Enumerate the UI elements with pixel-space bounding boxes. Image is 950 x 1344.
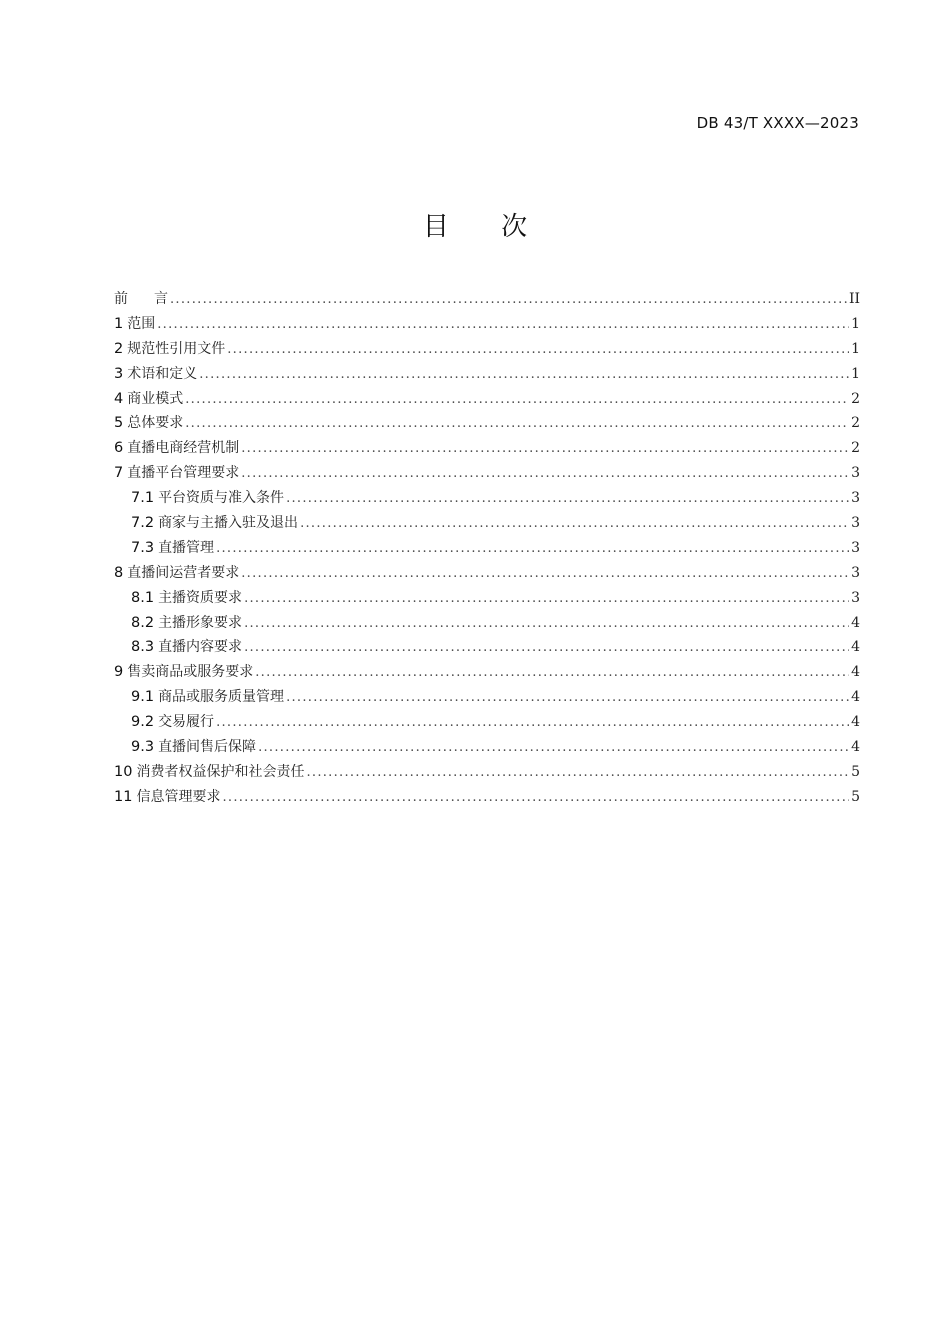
toc-entry-number: 7	[114, 465, 124, 482]
document-code: DB 43/T XXXX—2023	[696, 114, 859, 132]
toc-entry-title: 直播间运营者要求	[127, 564, 240, 581]
toc-entry-page: II	[848, 291, 860, 307]
toc-entry-number: 4	[114, 390, 124, 407]
dot-leader	[306, 761, 849, 786]
dot-leader	[241, 437, 849, 462]
dot-leader	[286, 686, 849, 711]
toc-entry-title: 主播资质要求	[158, 589, 243, 606]
dot-leader	[157, 313, 849, 338]
toc-entry-page: 2	[851, 440, 860, 457]
dot-leader	[244, 587, 849, 612]
toc-entry[interactable]	[114, 387, 860, 412]
dot-leader	[241, 562, 849, 587]
dot-leader	[286, 487, 849, 512]
dot-leader	[255, 661, 849, 686]
toc-entry-page: 4	[851, 689, 860, 706]
toc-entry-title: 商品或服务质量管理	[158, 689, 285, 706]
toc-entry-title: 前言	[114, 291, 194, 307]
toc-entry[interactable]	[114, 486, 860, 511]
toc-entry[interactable]	[114, 561, 860, 586]
toc-entry-page: 3	[851, 589, 860, 606]
dot-leader	[185, 412, 849, 437]
toc-entry-number: 2	[114, 340, 124, 357]
toc-entry-title: 直播平台管理要求	[127, 465, 240, 482]
toc-entry-page: 4	[851, 739, 860, 756]
toc-entry-number: 8	[114, 564, 124, 581]
toc-entry-number: 9	[114, 664, 124, 681]
toc-entry-number: 8.2	[131, 614, 155, 631]
dot-leader	[222, 786, 849, 811]
toc-entry-title: 直播管理	[158, 539, 215, 556]
toc-entry-page: 3	[851, 465, 860, 482]
toc-entry-title: 交易履行	[158, 714, 215, 731]
toc-entry-page: 4	[851, 714, 860, 731]
dot-leader	[258, 736, 849, 761]
toc-entry-page: 4	[851, 664, 860, 681]
toc-entry-page: 3	[851, 539, 860, 556]
dot-leader	[170, 288, 847, 313]
toc-entry-number: 8.1	[131, 589, 155, 606]
toc-entry-page: 3	[851, 564, 860, 581]
dot-leader	[216, 711, 849, 736]
toc-entry-page: 3	[851, 490, 860, 507]
dot-leader	[216, 537, 849, 562]
toc-entry-number: 5	[114, 415, 124, 432]
toc-entry-number: 9.2	[131, 714, 155, 731]
toc-entry[interactable]	[114, 710, 860, 735]
toc-entry-title: 直播间售后保障	[158, 739, 257, 756]
toc-entry-number: 10	[114, 763, 133, 780]
toc-entry-page: 1	[851, 365, 860, 382]
toc-entry-page: 4	[851, 639, 860, 656]
toc-entry[interactable]	[114, 611, 860, 636]
toc-entry[interactable]	[114, 660, 860, 685]
toc-entry[interactable]	[114, 586, 860, 611]
toc-entry-number: 8.3	[131, 639, 155, 656]
dot-leader	[241, 462, 849, 487]
toc-title: 目 次	[422, 212, 550, 242]
toc-entry-number: 7.3	[131, 539, 155, 556]
toc-entry[interactable]	[114, 635, 860, 660]
toc-entry-number: 11	[114, 788, 133, 805]
toc-entry[interactable]	[114, 785, 860, 810]
toc-entry[interactable]	[114, 337, 860, 362]
toc-entry-page: 3	[851, 515, 860, 532]
toc-entry-number: 7.1	[131, 490, 155, 507]
toc-entry-page: 2	[851, 415, 860, 432]
toc-entry[interactable]	[114, 511, 860, 536]
dot-leader	[244, 612, 849, 637]
toc-entry[interactable]	[114, 411, 860, 436]
toc-entry[interactable]	[114, 760, 860, 785]
toc-entry[interactable]	[114, 536, 860, 561]
toc-entry-title: 信息管理要求	[136, 788, 221, 805]
toc-entry-number: 7.2	[131, 515, 155, 532]
toc-entry-title: 商家与主播入驻及退出	[158, 515, 299, 532]
toc-entry-page: 5	[851, 763, 860, 780]
toc-entry-number: 1	[114, 315, 124, 332]
toc-entry[interactable]	[114, 735, 860, 760]
toc-entry-number: 3	[114, 365, 124, 382]
toc-entry-title: 直播电商经营机制	[127, 440, 240, 457]
toc-entry-page: 1	[851, 340, 860, 357]
toc-list	[114, 287, 860, 810]
dot-leader	[227, 338, 849, 363]
dot-leader	[300, 512, 849, 537]
toc-entry[interactable]	[114, 362, 860, 387]
toc-entry-title: 主播形象要求	[158, 614, 243, 631]
toc-entry-number: 9.3	[131, 739, 155, 756]
toc-entry[interactable]	[114, 685, 860, 710]
toc-entry-title: 消费者权益保护和社会责任	[136, 763, 305, 780]
toc-entry-title: 总体要求	[127, 415, 184, 432]
toc-entry-page: 2	[851, 390, 860, 407]
toc-entry[interactable]	[114, 287, 860, 312]
dot-leader	[199, 363, 849, 388]
toc-entry-number: 6	[114, 440, 124, 457]
toc-entry[interactable]	[114, 461, 860, 486]
toc-entry-title: 规范性引用文件	[127, 340, 226, 357]
toc-entry-title: 直播内容要求	[158, 639, 243, 656]
dot-leader	[244, 636, 849, 661]
toc-entry-page: 1	[851, 315, 860, 332]
toc-entry-title: 平台资质与准入条件	[158, 490, 285, 507]
toc-entry-page: 5	[851, 788, 860, 805]
toc-entry[interactable]	[114, 436, 860, 461]
toc-entry-title: 术语和定义	[127, 365, 198, 382]
toc-entry[interactable]	[114, 312, 860, 337]
toc-entry-number: 9.1	[131, 689, 155, 706]
dot-leader	[185, 388, 849, 413]
toc-entry-title: 商业模式	[127, 390, 184, 407]
toc-entry-title: 售卖商品或服务要求	[127, 664, 254, 681]
toc-entry-page: 4	[851, 614, 860, 631]
toc-entry-title: 范围	[127, 315, 156, 332]
